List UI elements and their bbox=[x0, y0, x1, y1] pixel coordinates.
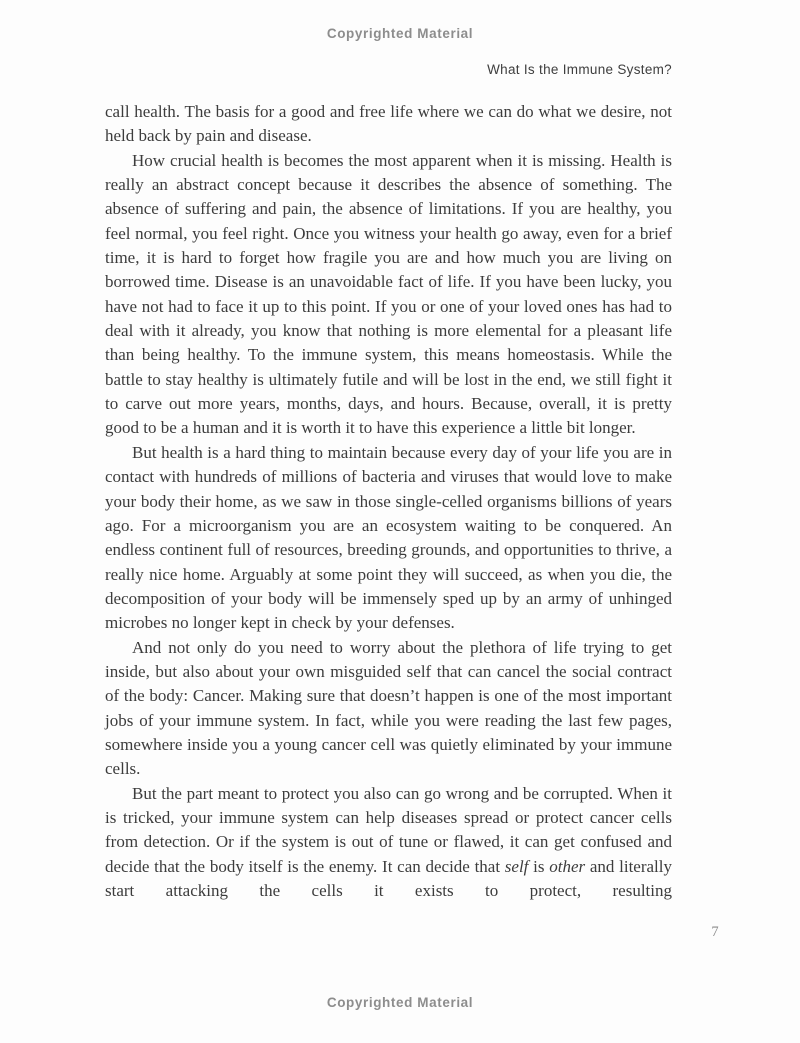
page-number: 7 bbox=[711, 924, 719, 940]
running-header: What Is the Immune System? bbox=[487, 62, 672, 77]
paragraph-2: How crucial health is becomes the most apparent when it is missing. Health is really an abstract concept because it describes the absence of something. The absence of suffering and pain, the absence of limitations. If you are healthy, you feel normal, you feel right. Once you witness your health go away, even for a brief time, it is hard to forget how fragile you are and how much you are living on borrowed time. Disease is an unavoidable fact of life. If you have been lucky, you have not had to face it up to this point. If you or one of your loved ones has had to deal with it already, you know that nothing is more elemental for a pleasant life than being healthy. To the immune system, this means homeostasis. While the battle to stay healthy is ultimately futile and will be lost in the end, we still fight it to carve out more years, months, days, and hours. Because, overall, it is pretty good to be a human and it is worth it to have this experience a little bit longer. bbox=[105, 150, 672, 438]
paragraph-3: But health is a hard thing to maintain because every day of your life you are in contact with hundreds of millions of bacteria and viruses that would love to make your body their home, as we saw in those single-celled organisms billions of years ago. For a microorganism you are an ecosystem waiting to be conquered. An endless continent full of resources, breeding grounds, and opportunities to thrive, a really nice home. Arguably at some point they will succeed, as when you die, the decomposition of your body will be immensely sped up by an army of unhinged microbes no longer kept in check by your defenses. bbox=[105, 442, 672, 633]
copyright-notice-bottom: Copyrighted Material bbox=[326, 995, 474, 1010]
paragraph-5 bbox=[105, 782, 672, 904]
paragraph-5-italic-self: self bbox=[504, 856, 529, 876]
paragraph-5-segment: is bbox=[528, 856, 550, 876]
copyright-notice-top: Copyrighted Material bbox=[326, 26, 474, 41]
paragraph-5-italic-other: other bbox=[549, 856, 586, 876]
paragraph-4: And not only do you need to worry about the plethora of life trying to get inside, but also about your own misguided self that can cancel the social contract of the body: Cancer. Making sure that doesn’t happen is one of the most important jobs of your immune system. In fact, while you were reading the last few pages, somewhere inside you a young cancer cell was quietly eliminated by your immune cells. bbox=[105, 637, 672, 779]
paragraph-5-segment: But the part meant to protect you also can go wrong and be corrupted. When it is tricked, your immune system can help diseases spread or protect cancer cells from detection. Or if the system is out of tune or flawed, it can get confused and decide that the body itself is the enemy. It can decide that bbox=[105, 783, 672, 876]
body-text bbox=[105, 100, 672, 903]
paragraph-5-segment: and literally start attacking the cells it exists to protect, resulting bbox=[105, 856, 672, 900]
paragraph-1: call health. The basis for a good and free life where we can do what we desire, not held back by pain and disease. bbox=[105, 102, 672, 146]
